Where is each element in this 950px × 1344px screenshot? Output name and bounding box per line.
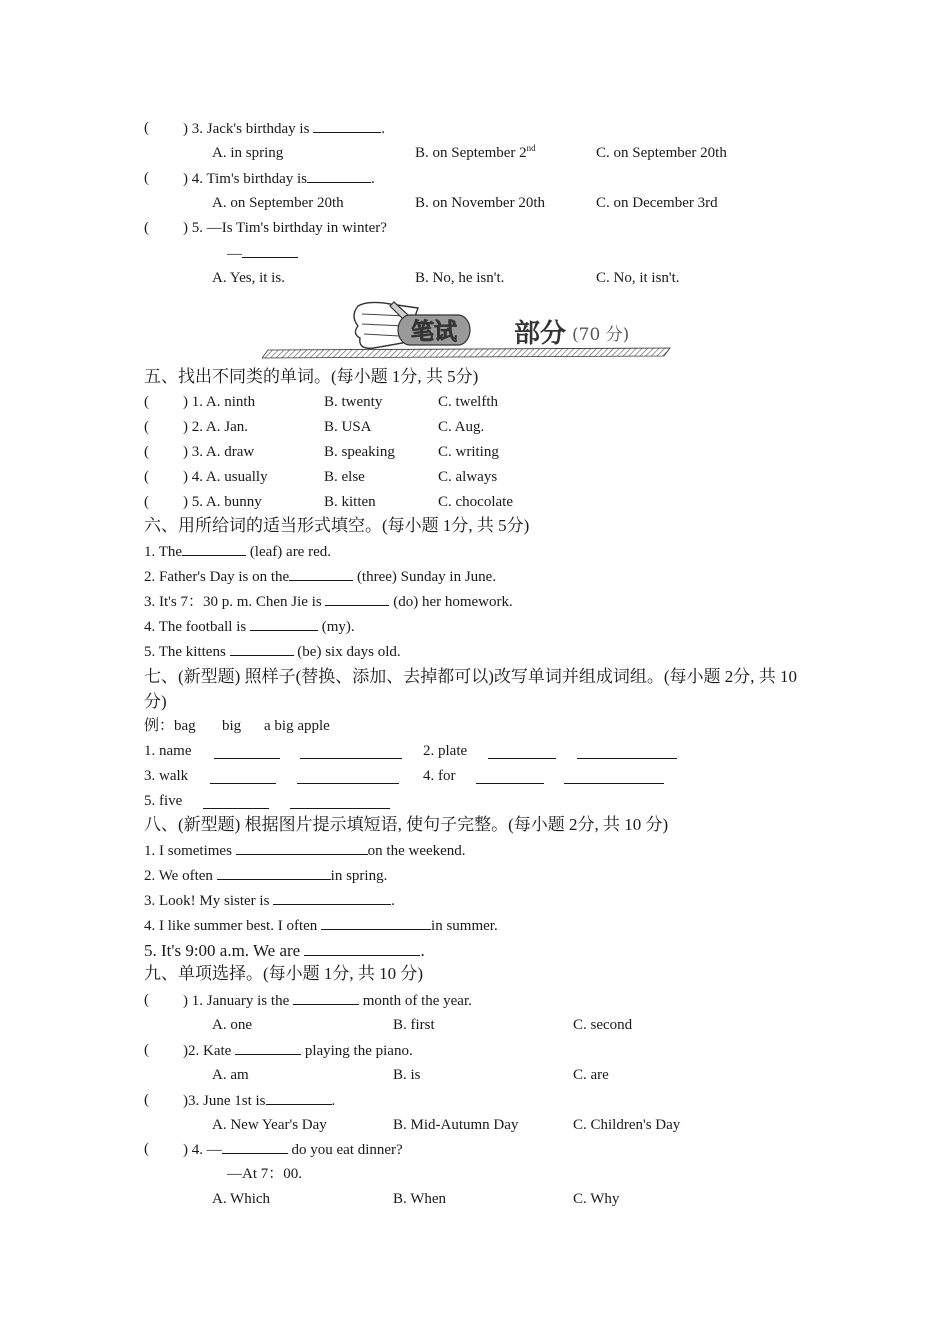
phrase-blank[interactable] — [290, 794, 390, 809]
written-section-banner — [262, 298, 674, 362]
phrase-question — [144, 890, 395, 911]
item-a: ) 5. A. bunny — [183, 494, 262, 510]
item-b: B. USA — [324, 419, 372, 435]
q-text: 5. It's 9:00 a.m. We are — [144, 941, 301, 960]
section-6-heading: 六、用所给词的适当形式填空。(每小题 1分, 共 5分) — [144, 516, 530, 535]
q-text: 3. Look! My sister is — [144, 893, 270, 909]
q-text: (do) her homework. — [393, 594, 513, 610]
answer-blank[interactable] — [222, 1139, 288, 1154]
answer-blank[interactable] — [313, 118, 381, 133]
ordinal-suffix: nd — [526, 143, 536, 153]
word-blank[interactable] — [488, 744, 556, 759]
q-text: . — [420, 941, 425, 960]
word-1: 1. name — [144, 743, 192, 759]
item-b: B. kitten — [324, 494, 376, 510]
option-c: C. No, it isn't. — [596, 270, 680, 286]
q-text: . — [331, 1093, 336, 1109]
answer-blank[interactable] — [242, 243, 298, 258]
answer-blank[interactable] — [304, 939, 420, 956]
q-text: 2. We often — [144, 868, 213, 884]
fill-question — [144, 566, 496, 587]
item-c: C. Aug. — [438, 419, 485, 435]
paren: ( — [144, 120, 149, 136]
phrase-blank[interactable] — [300, 744, 402, 759]
answer-blank[interactable] — [182, 541, 246, 556]
section-8-heading: 八、(新型题) 根据图片提示填短语, 使句子完整。(每小题 2分, 共 10 分) — [144, 815, 669, 834]
question-text: ) 3. Jack's birthday is — [183, 121, 310, 137]
mc-question-1 — [183, 990, 472, 1011]
answer-blank[interactable] — [235, 1040, 301, 1055]
option-c: C. on September 20th — [596, 145, 727, 161]
q-text: (three) Sunday in June. — [356, 569, 497, 585]
option-c: C. second — [573, 1017, 633, 1033]
option-b: B. first — [393, 1017, 435, 1033]
answer-blank[interactable] — [266, 1090, 332, 1105]
answer-blank[interactable] — [325, 591, 389, 606]
banner-label-2: 部分 — [514, 319, 567, 349]
paren: ( — [144, 1042, 149, 1058]
q-text: )3. June 1st is — [183, 1093, 266, 1109]
item-a: ) 2. A. Jan. — [183, 419, 248, 435]
word-5: 5. five — [144, 793, 183, 809]
item-b: B. speaking — [324, 444, 395, 460]
paren: ( — [144, 469, 149, 485]
option-a: A. on September 20th — [212, 195, 344, 211]
item-c: C. chocolate — [438, 494, 513, 510]
paren: ( — [144, 494, 149, 510]
paren: ( — [144, 1141, 149, 1157]
punct: . — [370, 171, 375, 187]
q-text: in spring. — [330, 868, 388, 884]
item-a: ) 4. A. usually — [183, 469, 268, 485]
item-a: ) 3. A. draw — [183, 444, 255, 460]
q-text: in summer. — [431, 918, 498, 934]
q-text: playing the piano. — [304, 1043, 413, 1059]
q-text: month of the year. — [362, 993, 472, 1009]
q-text: 1. The — [144, 544, 183, 560]
question-4 — [183, 168, 375, 189]
word-blank[interactable] — [476, 769, 544, 784]
option-b: B. on November 20th — [415, 195, 545, 211]
section-7-heading: 七、(新型题) 照样子(替换、添加、去掉都可以)改写单词并组成词组。(每小题 2分, 共 10 分) — [144, 667, 798, 711]
word-blank[interactable] — [210, 769, 276, 784]
answer-blank[interactable] — [321, 915, 431, 930]
paren: ( — [144, 992, 149, 1008]
example-transform: big — [222, 718, 242, 734]
banner-graphic — [262, 298, 674, 362]
answer-blank[interactable] — [217, 865, 331, 880]
phrase-question — [144, 840, 466, 861]
answer-blank[interactable] — [289, 566, 353, 581]
q-text: 3. It's 7：30 p. m. Chen Jie is — [144, 594, 322, 610]
option-a: A. one — [212, 1017, 252, 1033]
q-text: . — [391, 893, 395, 909]
fill-question — [144, 641, 401, 662]
q-text: on the weekend. — [367, 843, 466, 859]
option-b: B. Mid-Autumn Day — [393, 1117, 519, 1133]
q-text: 5. The kittens — [144, 644, 226, 660]
banner-label-1: 笔试 — [411, 319, 457, 345]
option-a: A. Which — [212, 1191, 271, 1207]
answer-line — [227, 243, 298, 264]
option-a: A. New Year's Day — [212, 1117, 327, 1133]
answer-blank[interactable] — [273, 890, 391, 905]
option-b-text: B. on September 2 — [415, 145, 527, 161]
answer-blank[interactable] — [293, 990, 359, 1005]
q-text: (leaf) are red. — [249, 544, 331, 560]
q-text: (be) six days old. — [297, 644, 401, 660]
punct: . — [381, 121, 385, 137]
label-badge — [398, 315, 470, 345]
answer-blank[interactable] — [250, 616, 318, 631]
item-c: C. twelfth — [438, 394, 498, 410]
option-c: C. Children's Day — [573, 1117, 681, 1133]
paren: ( — [144, 220, 149, 236]
word-blank[interactable] — [214, 744, 280, 759]
option-b: B. When — [393, 1191, 447, 1207]
option-c: C. are — [573, 1067, 609, 1083]
phrase-blank[interactable] — [297, 769, 399, 784]
option-a: A. am — [212, 1067, 249, 1083]
option-b: B. is — [393, 1067, 421, 1083]
option-c: C. Why — [573, 1191, 620, 1207]
phrase-question — [144, 939, 425, 962]
q-text: 4. The football is — [144, 619, 247, 635]
q-text: do you eat dinner? — [291, 1142, 403, 1158]
item-b: B. twenty — [324, 394, 383, 410]
word-4: 4. for — [423, 768, 456, 784]
word-blank[interactable] — [203, 794, 269, 809]
option-a: A. Yes, it is. — [212, 270, 285, 286]
word-2: 2. plate — [423, 743, 468, 759]
phrase-blank[interactable] — [577, 744, 677, 759]
q-text: ) 1. January is the — [183, 993, 290, 1009]
q-text: 4. I like summer best. I often — [144, 918, 318, 934]
section-9-heading: 九、单项选择。(每小题 1分, 共 10 分) — [144, 964, 424, 983]
answer-blank[interactable] — [230, 641, 294, 656]
question-3 — [183, 118, 385, 139]
question-5: ) 5. —Is Tim's birthday in winter? — [183, 220, 387, 236]
option-b: B. No, he isn't. — [415, 270, 505, 286]
mc-question-3 — [183, 1090, 335, 1111]
q-text: 2. Father's Day is on the — [144, 569, 290, 585]
section-5-heading: 五、找出不同类的单词。(每小题 1分, 共 5分) — [144, 367, 479, 386]
fill-question — [144, 541, 331, 562]
underline-bar — [262, 348, 670, 358]
example-phrase: a big apple — [264, 718, 330, 734]
item-a: ) 1. A. ninth — [183, 394, 256, 410]
paren: ( — [144, 170, 149, 186]
word-3: 3. walk — [144, 768, 189, 784]
option-a: A. in spring — [212, 145, 284, 161]
dash: — — [227, 246, 242, 262]
paren: ( — [144, 444, 149, 460]
paren: ( — [144, 419, 149, 435]
example-word: 例：bag — [144, 718, 196, 734]
item-c: C. always — [438, 469, 498, 485]
mc-question-4 — [183, 1139, 403, 1160]
q-text: 1. I sometimes — [144, 843, 232, 859]
q-text: (my). — [321, 619, 355, 635]
q-text: )2. Kate — [183, 1043, 232, 1059]
fill-question — [144, 591, 513, 612]
phrase-question — [144, 865, 387, 886]
phrase-question — [144, 915, 498, 936]
answer-blank[interactable] — [307, 168, 371, 183]
paren: ( — [144, 394, 149, 410]
answer-blank[interactable] — [236, 840, 368, 855]
question-text: ) 4. Tim's birthday is — [183, 171, 307, 187]
q-text: ) 4. — — [183, 1142, 222, 1158]
paren: ( — [144, 1092, 149, 1108]
fill-question — [144, 616, 355, 637]
item-b: B. else — [324, 469, 365, 485]
answer-text: —At 7：00. — [227, 1166, 303, 1182]
banner-score: (70 分) — [572, 325, 630, 345]
mc-question-2 — [183, 1040, 413, 1061]
option-b — [415, 143, 536, 163]
phrase-blank[interactable] — [564, 769, 664, 784]
item-c: C. writing — [438, 444, 499, 460]
option-c: C. on December 3rd — [596, 195, 718, 211]
